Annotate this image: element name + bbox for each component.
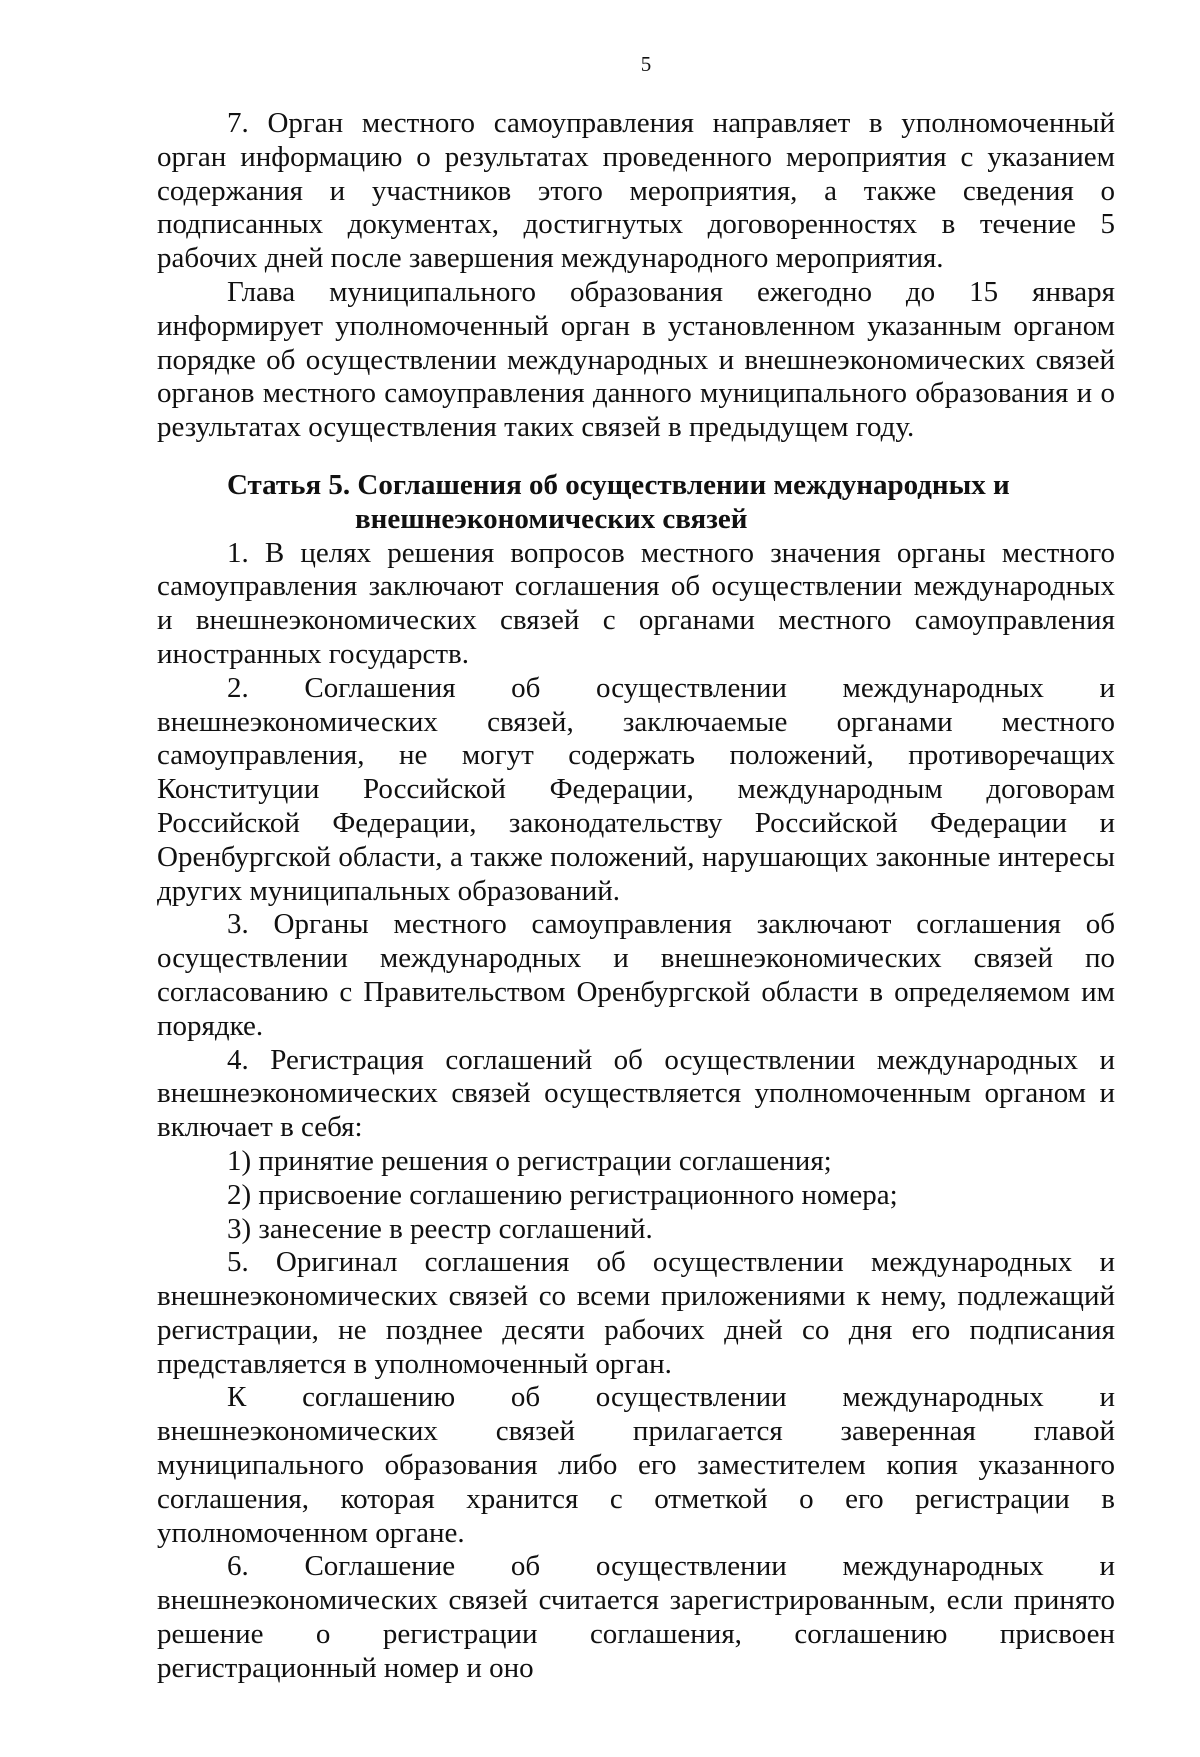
article-heading <box>157 469 1115 537</box>
article-paragraph-3: 3. Органы местного самоуправления заключают соглашения об осуществлении международных и внешнеэкономических связей по согласованию с Правительством Оренбургской области в определяемом им порядке. <box>157 908 1115 1042</box>
spacer <box>157 445 1115 469</box>
article-paragraph-5: 5. Оригинал соглашения об осуществлении международных и внешнеэкономических связей со всеми приложениями к нему, подлежащий регистрации, не позднее десяти рабочих дней со дня его подписания представляется в уполномоченный орган. <box>157 1246 1115 1380</box>
article-paragraph-2: 2. Соглашения об осуществлении международных и внешнеэкономических связей, заключаемые органами местного самоуправления, не могут содержать положений, противоречащих Конституции Российской Федерации, международным договорам Российской Федерации, законодательству Российской Федерации и Оренбургской области, а также положений, нарушающих законные интересы других муниципальных образований. <box>157 671 1115 907</box>
article-paragraph-6: 6. Соглашение об осуществлении международных и внешнеэкономических связей считается зарегистрированным, если принято решение о регистрации соглашения, соглашению присвоен регистрационный номер и оно <box>157 1550 1115 1684</box>
article-paragraph-1: 1. В целях решения вопросов местного значения органы местного самоуправления заключают соглашения об осуществлении международных и внешнеэкономических связей с органами местного самоуправления иностранных государств. <box>157 536 1115 670</box>
list-item: 3) занесение в реестр соглашений. <box>227 1212 653 1245</box>
paragraph-7: 7. Орган местного самоуправления направляет в уполномоченный орган информацию о результатах проведенного мероприятия с указанием содержания и участников этого мероприятия, а также сведения о подписанных документах, достигнутых договоренностях в течение 5 рабочих дней после завершения международного мероприятия. <box>157 107 1115 275</box>
paragraph-head-annual-report: Глава муниципального образования ежегодно до 15 января информирует уполномоченный орган в установленном указанным органом порядке об осуществлении международных и внешнеэкономических связей органов местного самоуправления данного муниципального образования и о результатах осуществления таких связей в предыдущем году. <box>157 275 1115 444</box>
article-paragraph-4: 4. Регистрация соглашений об осуществлении международных и внешнеэкономических связей осуществляется уполномоченным органом и включает в себя: <box>157 1043 1115 1144</box>
article-heading-line1: Статья 5. Соглашения об осуществлении международных и <box>227 468 1010 501</box>
article-heading-line2: внешнеэкономических связей <box>355 502 748 535</box>
page-number: 5 <box>640 52 652 76</box>
list-item: 2) присвоение соглашению регистрационного номера; <box>227 1178 898 1211</box>
article-paragraph-5-copy: К соглашению об осуществлении международных и внешнеэкономических связей прилагается заверенная главой муниципального образования либо его заместителем копия указанного соглашения, которая хранится с отметкой о его регистрации в уполномоченном органе. <box>157 1381 1115 1549</box>
list-item: 1) принятие решения о регистрации соглашения; <box>227 1144 832 1177</box>
document-page <box>157 52 1115 1686</box>
